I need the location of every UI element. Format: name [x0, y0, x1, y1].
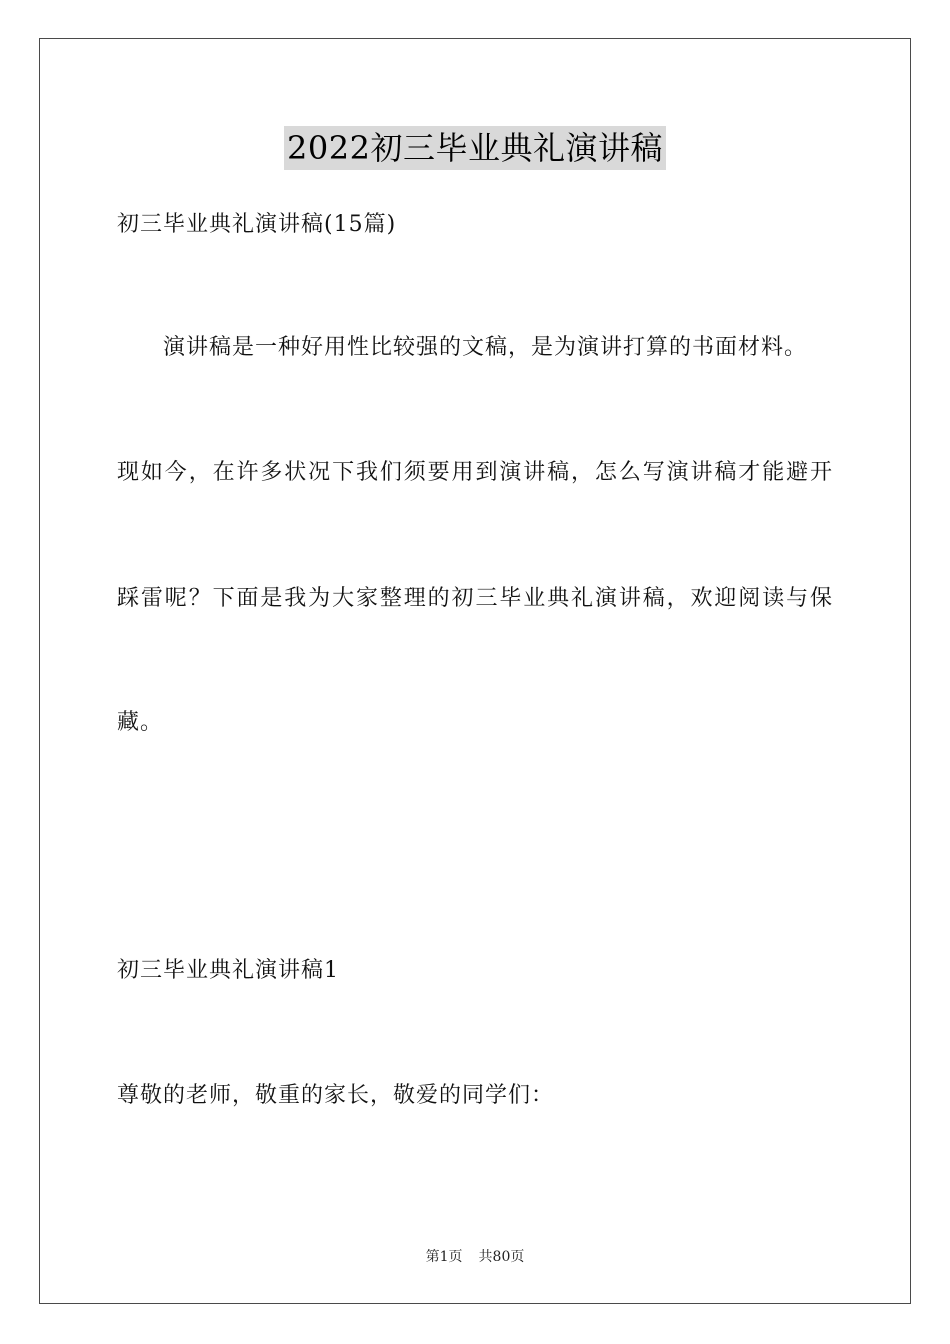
intro-paragraph-line-1: 演讲稿是一种好用性比较强的文稿，是为演讲打算的书面材料。	[163, 335, 808, 360]
page-total: 共80页	[478, 1249, 525, 1265]
salutation: 尊敬的老师，敬重的家长，敬爱的同学们：	[117, 1083, 555, 1108]
title-container	[0, 126, 950, 170]
document-title: 2022初三毕业典礼演讲稿	[284, 126, 666, 170]
intro-paragraph-line-3: 踩雷呢？下面是我为大家整理的初三毕业典礼演讲稿，欢迎阅读与保	[117, 586, 833, 611]
page-footer	[0, 1248, 950, 1266]
document-subtitle: 初三毕业典礼演讲稿(15篇)	[117, 212, 397, 237]
intro-paragraph-line-2: 现如今，在许多状况下我们须要用到演讲稿，怎么写演讲稿才能避开	[117, 460, 833, 485]
section-heading: 初三毕业典礼演讲稿1	[117, 958, 339, 983]
page-number: 第1页	[425, 1249, 463, 1265]
intro-paragraph-line-4: 藏。	[117, 710, 164, 735]
